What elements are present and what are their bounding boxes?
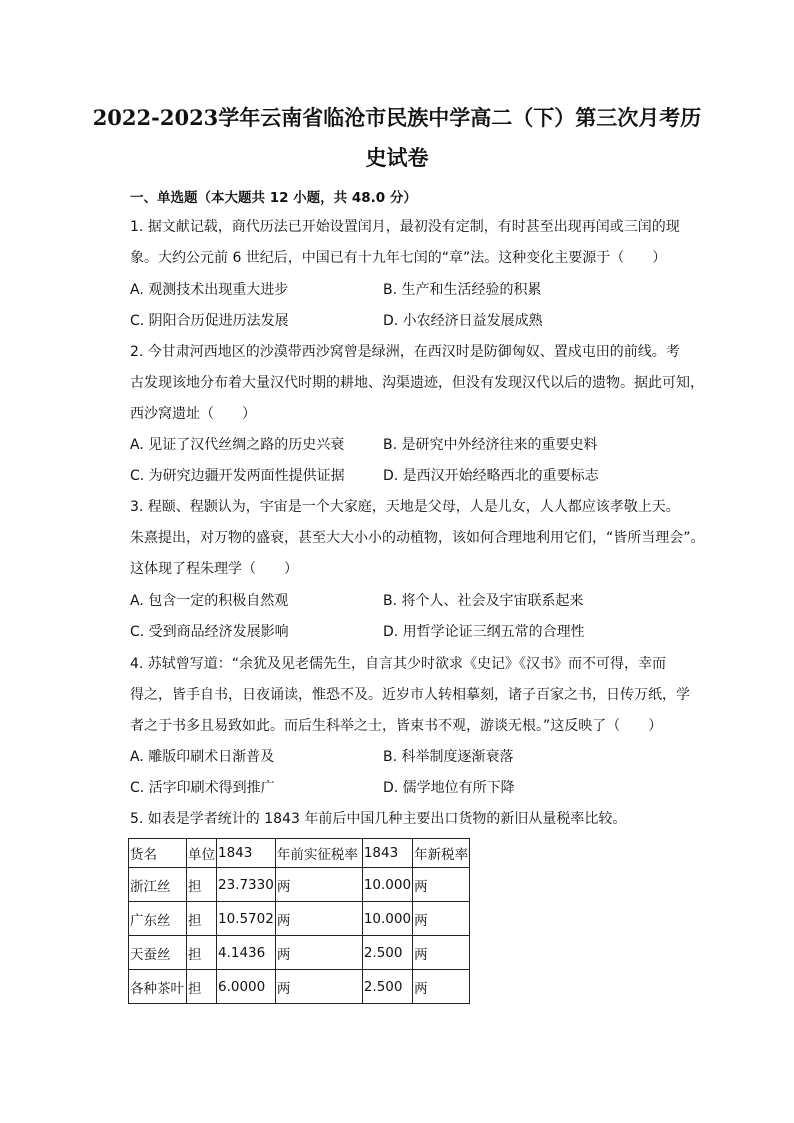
question-4-line-1: 4. 苏轼曾写道：“余犹及见老儒先生，自言其少时欲求《史记》《汉书》而不可得，幸而	[130, 656, 667, 672]
table-row	[129, 936, 470, 970]
question-4-option-c: C. 活字印刷术得到推广	[130, 780, 275, 796]
table-cell: 2.500	[362, 970, 412, 1004]
table-cell: 担	[187, 970, 217, 1004]
table-cell: 6.0000	[217, 970, 276, 1004]
table-header-row	[129, 839, 470, 868]
table-header-cell: 货名	[129, 839, 187, 868]
table-row	[129, 868, 470, 902]
question-2-option-a: A. 见证了汉代丝绸之路的历史兴衰	[130, 437, 345, 453]
question-3-option-a: A. 包含一定的积极自然观	[130, 593, 289, 609]
question-5-line-1: 5. 如表是学者统计的 1843 年前后中国几种主要出口货物的新旧从量税率比较。	[130, 811, 627, 827]
question-2-option-c: C. 为研究边疆开发两面性提供证据	[130, 468, 345, 484]
question-2-option-b: B. 是研究中外经济往来的重要史料	[383, 437, 598, 453]
table-row	[129, 902, 470, 936]
table-cell: 4.1436	[217, 936, 276, 970]
question-1-line-1: 1. 据文献记载，商代历法已开始设置闰月，最初没有定制，有时甚至出现再闰或三闰的现	[130, 219, 680, 235]
question-1-option-c: C. 阴阳合历促进历法发展	[130, 313, 289, 329]
table-cell: 两	[413, 970, 470, 1004]
question-3-line-2: 朱熹提出，对万物的盛衰，甚至大大小小的动植物，该如何合理地利用它们，“皆所当理会”。	[130, 530, 705, 546]
table-row	[129, 970, 470, 1004]
table-cell: 担	[187, 868, 217, 902]
question-1-line-2: 象。大约公元前 6 世纪后，中国已有十九年七闰的“章”法。这种变化主要源于（ ）	[130, 250, 667, 266]
table-cell: 两	[275, 902, 362, 936]
tax-rate-table	[128, 838, 470, 1004]
table-cell: 两	[413, 902, 470, 936]
table-cell: 担	[187, 936, 217, 970]
table-cell: 两	[413, 936, 470, 970]
table-cell: 两	[275, 970, 362, 1004]
table-cell: 10.5702	[217, 902, 276, 936]
table-header-cell: 年新税率	[413, 839, 470, 868]
page-title-line-1: 2022-2023学年云南省临沧市民族中学高二（下）第三次月考历	[92, 105, 702, 130]
question-3-line-3: 这体现了程朱理学（ ）	[130, 561, 298, 577]
question-4-line-2: 得之，皆手自书，日夜诵读，惟恐不及。近岁市人转相摹刻，诸子百家之书，日传万纸，学	[130, 687, 690, 703]
question-1-option-d: D. 小农经济日益发展成熟	[383, 313, 543, 329]
question-4-option-a: A. 雕版印刷术日渐普及	[130, 749, 275, 765]
question-2-line-2: 古发现该地分布着大量汉代时期的耕地、沟渠遗迹，但没有发现汉代以后的遗物。据此可知，	[130, 375, 704, 391]
table-header-cell: 单位	[187, 839, 217, 868]
question-1-option-a: A. 观测技术出现重大进步	[130, 282, 289, 298]
table-header-cell: 1843	[217, 839, 276, 868]
question-2-line-3: 西沙窝遗址（ ）	[130, 406, 256, 422]
table-cell: 浙江丝	[129, 868, 187, 902]
table-cell: 天蚕丝	[129, 936, 187, 970]
table-cell: 两	[275, 936, 362, 970]
question-1-option-b: B. 生产和生活经验的积累	[383, 282, 542, 298]
question-3-option-c: C. 受到商品经济发展影响	[130, 624, 289, 640]
table-cell: 23.7330	[217, 868, 276, 902]
question-2-line-1: 2. 今甘肃河西地区的沙漠带西沙窝曾是绿洲，在西汉时是防御匈奴、置戍屯田的前线。考	[130, 344, 680, 360]
question-3-option-d: D. 用哲学论证三纲五常的合理性	[383, 624, 585, 640]
question-4-option-b: B. 科举制度逐渐衰落	[383, 749, 514, 765]
question-4-option-d: D. 儒学地位有所下降	[383, 780, 515, 796]
question-4-line-3: 者之于书多且易致如此。而后生科举之士，皆束书不观，游谈无根。”这反映了（ ）	[130, 718, 663, 734]
page-title-line-2: 史试卷	[365, 145, 429, 170]
table-cell: 两	[413, 868, 470, 902]
question-2-option-d: D. 是西汉开始经略西北的重要标志	[383, 468, 599, 484]
table-cell: 10.000	[362, 902, 412, 936]
table-cell: 各种茶叶	[129, 970, 187, 1004]
table-cell: 10.000	[362, 868, 412, 902]
table-cell: 两	[275, 868, 362, 902]
table-cell: 2.500	[362, 936, 412, 970]
table-cell: 担	[187, 902, 217, 936]
question-3-option-b: B. 将个人、社会及宇宙联系起来	[383, 593, 584, 609]
table-header-cell: 1843	[362, 839, 412, 868]
table-header-cell: 年前实征税率	[275, 839, 362, 868]
table-cell: 广东丝	[129, 902, 187, 936]
question-3-line-1: 3. 程颐、程颢认为，宇宙是一个大家庭，天地是父母，人是儿女，人人都应该孝敬上天。	[130, 499, 680, 515]
section-heading: 一、单选题（本大题共 12 小题，共 48.0 分）	[130, 190, 417, 206]
